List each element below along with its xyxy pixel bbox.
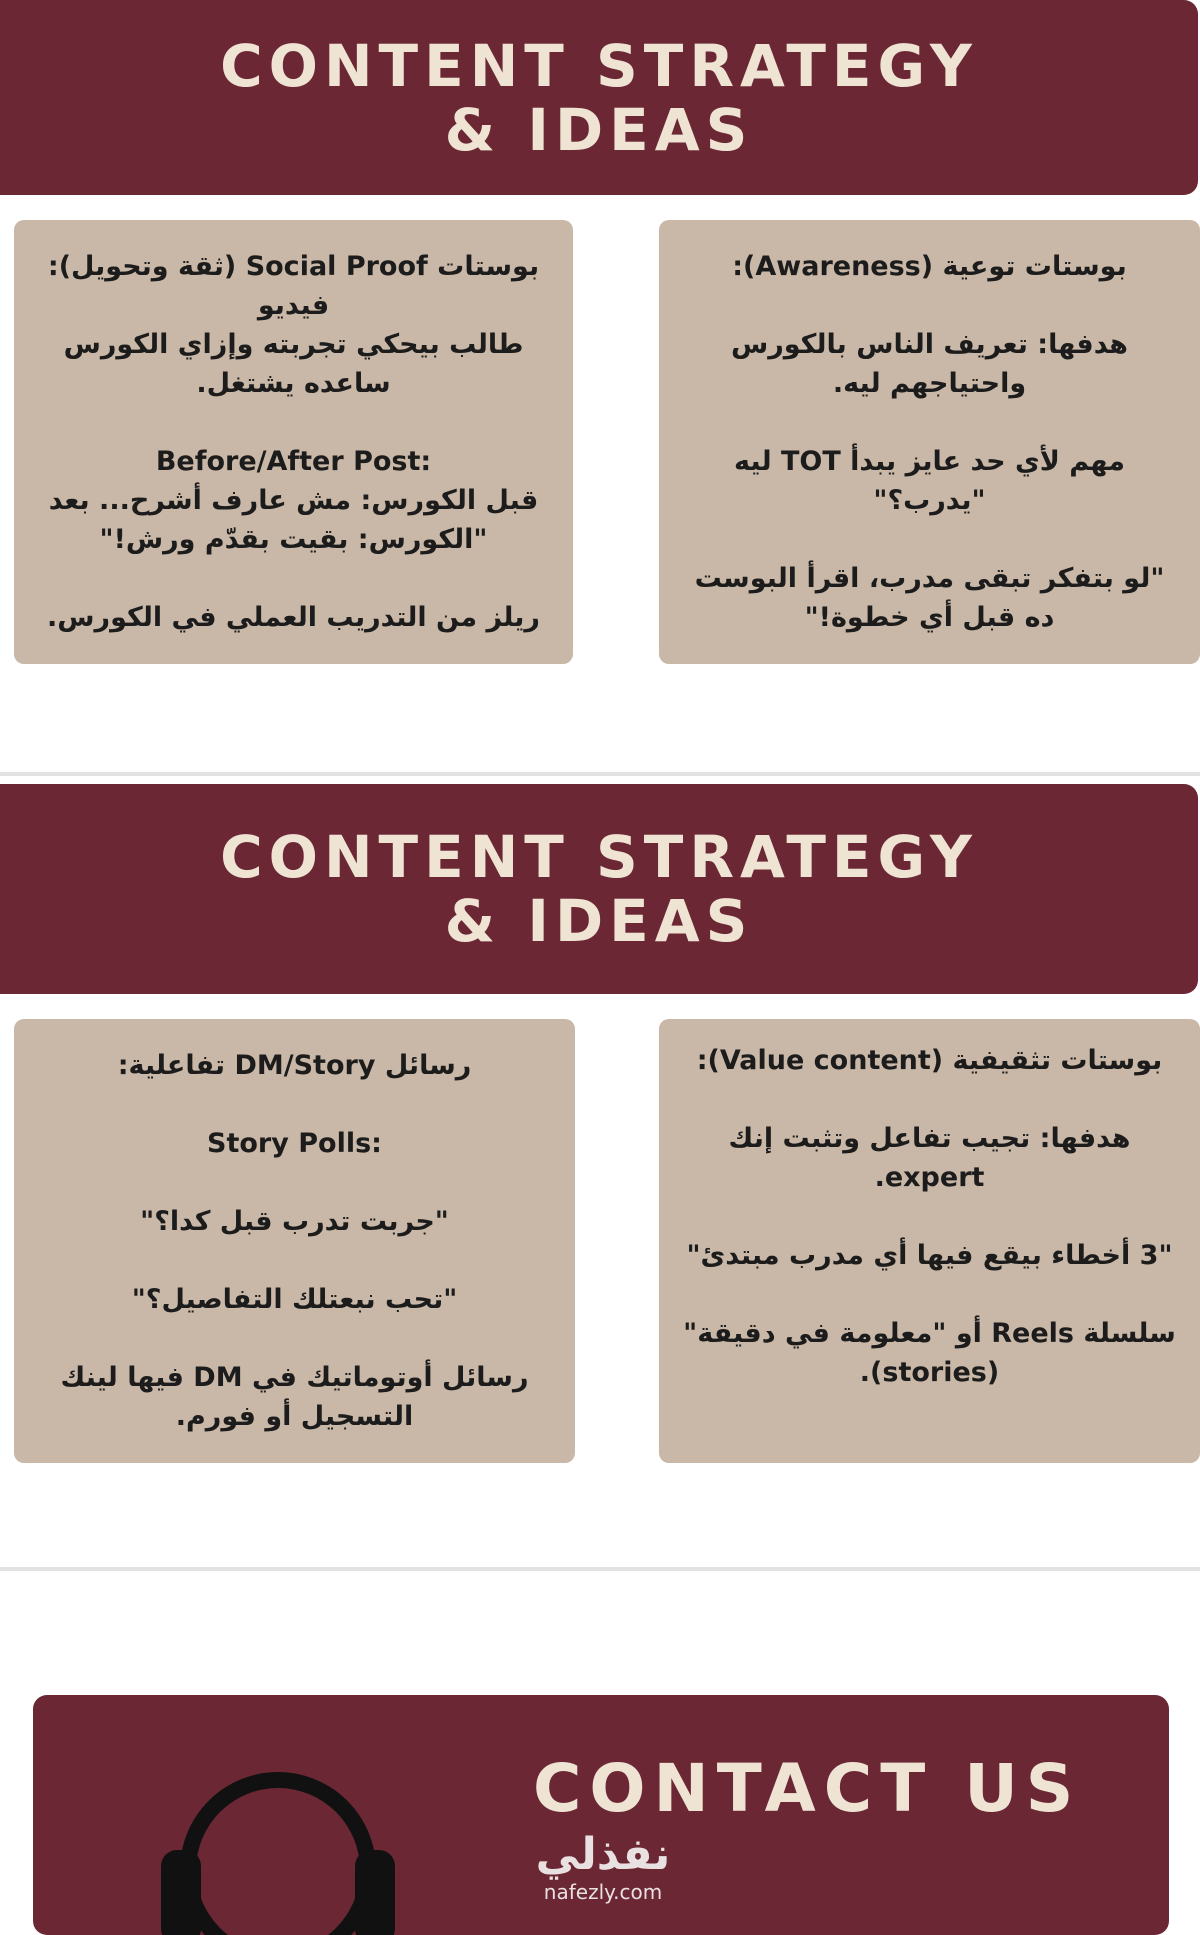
card-line: هدفها: تجيب تفاعل وتثبت إنك expert. <box>728 1123 1131 1193</box>
section-divider <box>0 1567 1200 1571</box>
section2-card-left <box>14 1019 575 1463</box>
section2-title: CONTENT STRATEGY & IDEAS <box>220 823 978 955</box>
card-line: Before/After Post: <box>155 446 432 477</box>
logo-arabic: نفذلي <box>535 1829 671 1880</box>
card-gap <box>32 1085 557 1124</box>
contact-title: CONTACT US <box>533 1750 1082 1827</box>
section-divider <box>0 772 1200 776</box>
card-line: بوستات Social Proof (ثقة وتحويل): فيديو <box>47 251 540 321</box>
card-line: بوستات تثقيفية (Value content): <box>696 1045 1163 1076</box>
section2-banner <box>0 784 1198 994</box>
logo-domain: nafezly.com <box>543 1880 663 1904</box>
card-line: رسائل أوتوماتيك في DM فيها لينك التسجيل أو فورم. <box>60 1362 529 1432</box>
contact-banner <box>33 1695 1169 1935</box>
card-line: مهم لأي حد عايز يبدأ TOT ليه "يدرب؟" <box>734 446 1125 516</box>
section1-card-left <box>14 220 573 664</box>
section2-card-right <box>659 1019 1200 1463</box>
card-gap <box>677 1080 1182 1119</box>
headset-icon <box>128 1740 428 1935</box>
nafezly-logo[interactable] <box>523 1830 683 1904</box>
card-gap <box>32 403 555 442</box>
card-line: "تحب نبعتلك التفاصيل؟" <box>131 1284 458 1315</box>
card-gap <box>677 520 1182 559</box>
card-line: طالب بيحكي تجربته وإزاي الكورس ساعده يشتغل. <box>63 329 524 399</box>
card-line: "جربت تدرب قبل كدا؟" <box>140 1206 449 1237</box>
card-gap <box>677 403 1182 442</box>
card-gap <box>677 1275 1182 1314</box>
card-gap <box>32 559 555 598</box>
card-line: ريلز من التدريب العملي في الكورس. <box>47 602 540 633</box>
card-line: رسائل DM/Story تفاعلية: <box>117 1050 472 1081</box>
section1-card-right <box>659 220 1200 664</box>
card-line: بوستات توعية (Awareness): <box>732 251 1127 282</box>
card-line: Story Polls: <box>207 1128 382 1159</box>
card-gap <box>677 286 1182 325</box>
card-line: قبل الكورس: مش عارف أشرح... بعد "الكورس: بقيت بقدّم ورش!" <box>48 485 539 555</box>
card-gap <box>32 1319 557 1358</box>
card-gap <box>32 1163 557 1202</box>
card-line: "لو بتفكر تبقى مدرب، اقرأ البوست ده قبل أي خطوة!" <box>694 563 1165 633</box>
card-gap <box>677 1197 1182 1236</box>
section1-banner <box>0 0 1198 195</box>
card-gap <box>32 1241 557 1280</box>
card-line: هدفها: تعريف الناس بالكورس واحتياجهم ليه. <box>730 329 1129 399</box>
card-line: سلسلة Reels أو "معلومة في دقيقة" (stories). <box>683 1318 1176 1388</box>
section1-title: CONTENT STRATEGY & IDEAS <box>220 31 978 164</box>
card-line: "3 أخطاء بيقع فيها أي مدرب مبتدئ" <box>686 1240 1173 1271</box>
